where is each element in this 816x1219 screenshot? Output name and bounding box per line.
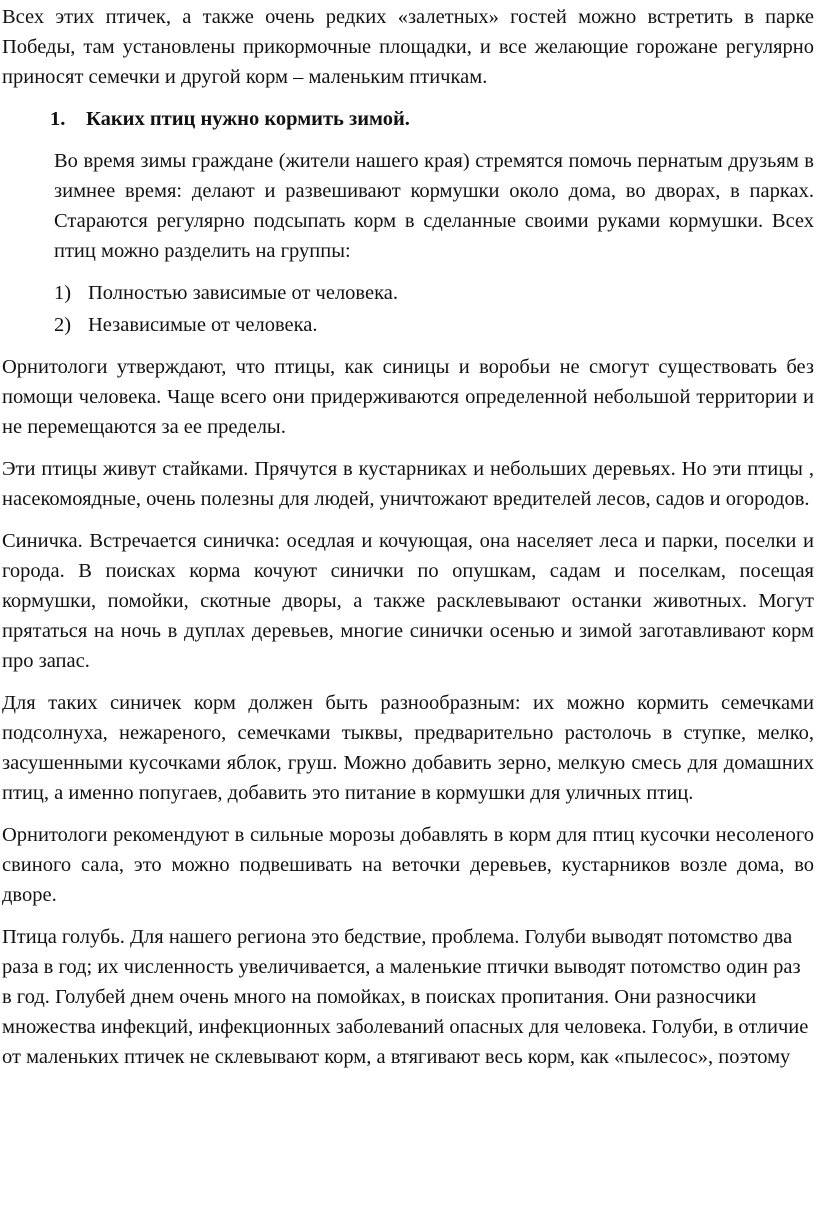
body-paragraph: Птица голубь. Для нашего региона это бедствие, проблема. Голуби выводят потомство два раза в год; их численность увеличивается, а маленькие птички выводят потомство один раз в год. Голубей днем очень много на помойках, в поисках пропитания. Они разносчики множества инфекций, инфекционных заболеваний опасных для человека. Голуби, в отличие от маленьких птичек не склевывают корм, а втягивают весь корм, как «пылесос», поэтому <box>2 926 809 1068</box>
body-paragraph: Для таких синичек корм должен быть разнообразным: их можно кормить семечками подсолнуха, нежареного, семечками тыквы, предварительно растолочь в ступке, мелко, засушенными кусочками яблок, груш. Можно добавить зерно, мелкую смесь для домашних птиц, а именно попугаев, добавить это питание в кормушки для уличных птиц. <box>2 692 814 804</box>
indented-paragraph: Во время зимы граждане (жители нашего края) стремятся помочь пернатым друзьям в зимнее время: делают и развешивают кормушки около дома, во дворах, в парках. Стараются регулярно подсыпать корм в сделанные своими руками кормушки. Всех птиц можно разделить на группы: <box>54 150 814 262</box>
body-paragraph: Эти птицы живут стайками. Прячутся в кустарниках и небольших деревьях. Но эти птицы , насекомоядные, очень полезны для людей, уничтожают вредителей лесов, садов и огородов. <box>2 458 814 510</box>
intro-paragraph: Всех этих птичек, а также очень редких «залетных» гостей можно встретить в парке Победы, там установлены прикормочные площадки, и все желающие горожане регулярно приносят семечки и другой корм – маленьким птичкам. <box>2 6 814 88</box>
list-item <box>54 310 814 340</box>
body-paragraph: Синичка. Встречается синичка: оседлая и кочующая, она населяет леса и парки, поселки и города. В поисках корма кочуют синички по опушкам, садам и поселкам, посещая кормушки, помойки, скотные дворы, а также расклевывают останки животных. Могут прятаться на ночь в дуплах деревьев, многие синички осенью и зимой заготавливают корм про запас. <box>2 530 814 672</box>
list-item-number: 2) <box>54 314 72 336</box>
list-item-text: Независимые от человека. <box>88 314 318 336</box>
list-item-text: Полностью зависимые от человека. <box>88 282 398 304</box>
section-heading <box>50 104 814 134</box>
section-heading-text: Каких птиц нужно кормить зимой. <box>86 108 410 130</box>
body-paragraph: Орнитологи рекомендуют в сильные морозы добавлять в корм для птиц кусочки несоленого свиного сала, это можно подвешивать на веточки деревьев, кустарников возле дома, во дворе. <box>2 824 814 906</box>
list-item-number: 1) <box>54 282 72 304</box>
list-item <box>54 278 814 308</box>
section-heading-number: 1. <box>50 108 66 130</box>
body-paragraph: Орнитологи утверждают, что птицы, как синицы и воробьи не смогут существовать без помощи человека. Чаще всего они придерживаются определенной небольшой территории и не перемещаются за ее пределы. <box>2 356 814 438</box>
numbered-list <box>54 278 814 340</box>
